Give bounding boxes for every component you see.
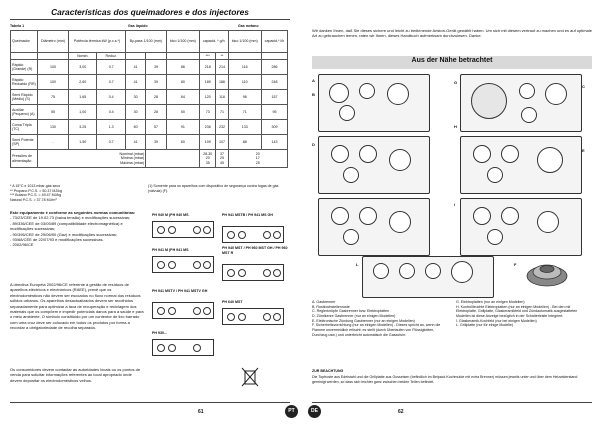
table-cell: 120 bbox=[200, 90, 216, 105]
burner-icon bbox=[331, 145, 349, 163]
table-cell: 41 bbox=[125, 75, 145, 90]
col-header: By-pass 1/100 (mm) bbox=[125, 31, 166, 53]
burner-icon bbox=[545, 83, 567, 105]
burner-icon bbox=[373, 263, 389, 279]
callout-label: H bbox=[454, 124, 457, 129]
country-badge: DE bbox=[308, 405, 321, 418]
model-label: PH 930... bbox=[152, 331, 167, 335]
burner-icon bbox=[521, 107, 537, 123]
col-header: capacid. * g/h bbox=[200, 31, 229, 53]
weee-paragraph-2: Os consumidores devem contactar as autoridades locais ou os pontos de venda para solicitar informações referentes ao local apropriado onde devem depositar os electrodomésticos velhos. bbox=[10, 367, 141, 383]
legend-item: I. Glaskeramik-Kochfeld (nur bei einigen Modellen) bbox=[456, 318, 537, 323]
pressure-value: 37 bbox=[219, 152, 224, 157]
hob-diagram bbox=[318, 74, 430, 132]
hob-diagram bbox=[362, 256, 494, 298]
note-title: ZUR BEACHTUNG bbox=[312, 369, 344, 373]
table-cell: 28 bbox=[146, 90, 166, 105]
compliance-title: Este equipamento é conforme as seguintes normas comunitárias: bbox=[10, 210, 136, 215]
control-panel-diagram bbox=[152, 221, 214, 238]
header-gas-metano: Gas metano bbox=[238, 24, 259, 28]
burner-icon bbox=[425, 263, 441, 279]
burner-icon bbox=[501, 145, 519, 163]
legend-item: C. Reglerknöpfe Gasbrenner bzw. Elektroplatten bbox=[312, 309, 390, 314]
compliance-item: - 93/68/CEE de 22/07/93 e modificações sucessivas. bbox=[10, 236, 104, 242]
model-label: PH 640 MST bbox=[222, 300, 243, 304]
table-cell: Auxiliar (Pequeno) (A) bbox=[11, 105, 38, 120]
knob-icon bbox=[168, 307, 176, 315]
page-number: 62 bbox=[398, 409, 404, 415]
knob-icon bbox=[263, 313, 271, 321]
pressure-value: 35 bbox=[205, 160, 210, 165]
table-cell: 107 bbox=[216, 135, 228, 150]
callout-label: D bbox=[312, 142, 315, 147]
hob-diagram bbox=[318, 136, 430, 194]
table-cell: 73 bbox=[200, 105, 216, 120]
knob-icon bbox=[157, 261, 165, 269]
pressure-value: 25 bbox=[219, 156, 224, 161]
table-cell: 71 bbox=[228, 105, 261, 120]
knob-icon bbox=[157, 344, 165, 352]
col-header: bico 1/100 (mm) bbox=[228, 31, 261, 53]
table-cell: 71 bbox=[216, 105, 228, 120]
knob-icon bbox=[157, 226, 165, 234]
burner-icon bbox=[451, 261, 473, 283]
table-cell: 1,00 bbox=[69, 105, 97, 120]
pressure-label: Pressões de alimentação bbox=[11, 150, 38, 168]
table-cell: 109 bbox=[200, 135, 216, 150]
note-paragraph: Die Topfroste aus Edelstahl und die Grillplatte aus Gusseisen (befindlich im Beipack Kochmulde mit extra Brenner) müssen jeweils unter und über dem Heizwiderstand gereinigt werden, so dass sich leichter ganz zwischen beiden Teilen befindet. bbox=[312, 375, 578, 384]
hob-diagram bbox=[318, 198, 430, 256]
table-cell: Semi Rápido (Médio) (S) bbox=[11, 90, 38, 105]
burner-icon bbox=[329, 83, 349, 103]
burner-icon bbox=[487, 167, 503, 183]
table-cell: 100 bbox=[38, 60, 69, 75]
knob-icon bbox=[203, 261, 211, 269]
knob-icon bbox=[168, 226, 176, 234]
burner-icon bbox=[399, 263, 415, 279]
table-cell: 118 bbox=[216, 90, 228, 105]
legend-item: F. Sicherheitsvorrichtung (nur an einigen Modellen) - Dieses spricht an, wenn die Flamme unvermeidlich erlischt: es stellt (durch Überlaufen von Flüssigkeiten, Durchzug usw.) und unterbricht automatisch die Gaszufuhr. bbox=[312, 323, 441, 337]
table-cell: 3,00 bbox=[69, 60, 97, 75]
table-cell: 218 bbox=[200, 60, 216, 75]
table-cell: 186 bbox=[216, 75, 228, 90]
compliance-item: - 90/396/CEE de 29/06/90 (Gaz) e modificações sucessivas; bbox=[10, 231, 117, 237]
table-cell: 55 bbox=[38, 105, 69, 120]
burner-detail-icon bbox=[522, 252, 572, 292]
table-cell: 30 bbox=[125, 105, 145, 120]
table-cell: 41 bbox=[125, 60, 145, 75]
knob-icon bbox=[203, 226, 211, 234]
burner-icon bbox=[359, 83, 375, 99]
weee-paragraph: A directiva Européia 2002/96/CE referente à gestão de resíduos de aparelhos eléctricos e electrónicos (RAEE), prevê que os electrodomésticos não devem ser escoados no fluxo normal dos resíduos sólidos urbanos. Os aparelhos desactualizados devem ser recolhidos separadamente para optimizar a taxa de recuperação e reciclagem dos materiais que os compõem e impedir potenciais danos para a saúde e para o meio ambiente. O símbolo constituído por um contentor de lixo barrado com uma cruz deve ser colocado em todos os produtos por forma a recordar a obrigatoriedade de recolha separada. bbox=[10, 282, 144, 331]
burner-icon bbox=[331, 207, 349, 225]
knob-icon bbox=[193, 344, 201, 352]
table-cell: 0.7 bbox=[97, 75, 125, 90]
table-cell: 91 bbox=[166, 120, 199, 135]
knob-icon bbox=[273, 231, 281, 239]
knob-icon bbox=[273, 313, 281, 321]
table-cell: 1.65 bbox=[69, 90, 97, 105]
model-label: PH 941 MSTV / PH 941 MSTV GH bbox=[152, 289, 208, 293]
burner-icon bbox=[473, 207, 491, 225]
col-header: bico 1/100 (mm) bbox=[166, 31, 199, 53]
page-number: 61 bbox=[198, 409, 204, 415]
table-cell: 286 bbox=[261, 60, 287, 75]
crossed-bin-icon bbox=[240, 366, 260, 388]
callout-label: B bbox=[312, 92, 315, 97]
subcol: ** bbox=[216, 53, 228, 60]
knob-icon bbox=[157, 307, 165, 315]
note-line: Natural P.C.S. = 37.78 MJ/m³ bbox=[10, 198, 57, 203]
table-cell: 41 bbox=[125, 135, 145, 150]
hob-diagram bbox=[460, 198, 582, 256]
burner-table bbox=[10, 30, 288, 168]
table-cell: 57 bbox=[146, 120, 166, 135]
knob-icon bbox=[263, 231, 271, 239]
burner-icon bbox=[359, 207, 377, 225]
table-cell: 143 bbox=[261, 135, 287, 150]
table-cell: 1.50 bbox=[69, 135, 97, 150]
pressure-value: 20 bbox=[205, 156, 210, 161]
table-cell: 60 bbox=[166, 135, 199, 150]
burner-icon bbox=[487, 229, 503, 245]
burner-icon bbox=[537, 147, 563, 173]
knob-icon bbox=[238, 313, 246, 321]
hob-diagram bbox=[460, 74, 582, 132]
legend-item: A. Gasbrenner bbox=[312, 300, 336, 304]
knob-icon bbox=[203, 307, 211, 315]
legend-item: G. Elektroplatten (nur an einigen Modellen) bbox=[456, 300, 525, 304]
knob-icon bbox=[168, 261, 176, 269]
table-cell: Rápido (Grande) (R) bbox=[11, 60, 38, 75]
table-cell: 30 bbox=[125, 90, 145, 105]
callout-label: A bbox=[312, 78, 315, 83]
legend-item: H. Kontrollleuchte Elektroplatten (nur an einigen Modellen) - Bei den mit Elektroplatte, Grillplatte, Glaskeramikfeld und Zündautomatik ausgestatteten Modellen ist diese Anzeige bezüglich in der Schalterleiste integriert. bbox=[456, 304, 578, 319]
hob-diagram bbox=[460, 136, 582, 194]
table-cell: 100 bbox=[38, 75, 69, 90]
knob-icon bbox=[238, 231, 246, 239]
subcol: Nomin. bbox=[69, 53, 97, 60]
table-cell: 232 bbox=[216, 120, 228, 135]
control-panel-diagram bbox=[222, 226, 284, 243]
safety-note: (1) Somente para os aparelhos com dispositivo de segurança contra fugas de gás (válvula) (F). bbox=[148, 184, 279, 193]
intro-paragraph: Wir danken Ihnen, daß Sie dieses sichere und leicht zu bedienende Ariston-Gerät gewählt haben. Um sich mit diesem vertraut zu machen und es auf optimale Art zu gebrauchen lernen, raten wir Ihnen, dieses Handbuch aufmerksam durchzulesen. Danke. bbox=[312, 28, 592, 39]
pressure-value: 25 bbox=[255, 160, 260, 165]
col-header: capacid.* l/h bbox=[261, 31, 287, 53]
pressure-name: Mínima (mbar) bbox=[120, 156, 145, 161]
table-cell: 248 bbox=[261, 75, 287, 90]
control-panel-diagram bbox=[222, 264, 284, 281]
burner-icon bbox=[359, 145, 377, 163]
table-cell: 3.25 bbox=[69, 120, 97, 135]
control-panel-diagram bbox=[152, 339, 214, 356]
subcol: Reduz. bbox=[97, 53, 125, 60]
pressure-value: 17 bbox=[255, 156, 260, 161]
table-cell: - bbox=[38, 135, 69, 150]
compliance-item: - 89/336/CEE de 03/05/89 (compatibilidade electromagnética) e modificações sucessivas; bbox=[10, 220, 123, 232]
pressure-value: 28-30 bbox=[203, 152, 213, 157]
compliance-item: - 2002/96/CE bbox=[10, 242, 34, 248]
pressure-value: 45 bbox=[219, 160, 224, 165]
knob-icon bbox=[193, 307, 201, 315]
burner-icon bbox=[339, 105, 355, 121]
footer-rule bbox=[10, 402, 290, 403]
knob-icon bbox=[238, 269, 246, 277]
gas-notes bbox=[10, 184, 62, 203]
knob-icon bbox=[168, 344, 176, 352]
note-line: ** Propano P.C.S. = 50.37 MJ/kg bbox=[10, 188, 62, 193]
section-title: Aus der Nähe betrachtet bbox=[411, 57, 493, 64]
compliance-item: - 73/23/CEE de 19.02.73 (baixa tensão) e modificações sucessivas; bbox=[10, 215, 131, 221]
model-label: PH 940 MST / PH 960 MST GH / PH 960 MST R bbox=[222, 246, 288, 255]
table-cell: 110 bbox=[228, 75, 261, 90]
table-cell: 86 bbox=[166, 60, 199, 75]
knob-icon bbox=[263, 269, 271, 277]
burner-icon bbox=[519, 83, 535, 99]
callout-label: L bbox=[356, 262, 359, 267]
table-cell: 39 bbox=[146, 60, 166, 75]
pressure-value: 20 bbox=[255, 152, 260, 157]
burner-icon bbox=[501, 207, 519, 225]
legend-item: E. Elektronische Zündung Gasbrenner (nur an einigen Modellen) bbox=[312, 318, 415, 323]
table-cell: 2,60 bbox=[69, 75, 97, 90]
compliance-block bbox=[10, 210, 144, 248]
table-cell: 80 bbox=[166, 75, 199, 90]
model-label: PH 941 MSTB / PH 941 MS GH bbox=[222, 213, 273, 217]
table-cell: 95 bbox=[261, 105, 287, 120]
table-cell: 0.4 bbox=[97, 90, 125, 105]
table-cell: 39 bbox=[146, 75, 166, 90]
knob-icon bbox=[193, 261, 201, 269]
burner-icon bbox=[343, 229, 359, 245]
table-cell: 50 bbox=[166, 105, 199, 120]
control-panel-diagram bbox=[222, 308, 284, 325]
table-cell: 236 bbox=[200, 120, 216, 135]
table-cell: 133 bbox=[228, 120, 261, 135]
table-cell: 130 bbox=[38, 120, 69, 135]
burner-icon bbox=[389, 149, 411, 171]
page-title: Características dos queimadores e dos injectores bbox=[51, 7, 249, 17]
table-cell: Coroa Tripla (TC) bbox=[11, 120, 38, 135]
model-label: PH 941 M (PH 941 MS bbox=[152, 248, 189, 252]
callout-label: F bbox=[514, 262, 517, 267]
table-cell: 0.4 bbox=[97, 105, 125, 120]
table-cell: 214 bbox=[216, 60, 228, 75]
legend-item: L. Grillplatte (nur für einige Modelle) bbox=[456, 323, 514, 328]
title-rule bbox=[10, 19, 290, 20]
header-gas-liquido: Gas líquido bbox=[128, 24, 148, 28]
table-cell: Rápido Reduzido (RR) bbox=[11, 75, 38, 90]
table-cell: 60 bbox=[125, 120, 145, 135]
hotplate-icon bbox=[471, 83, 507, 119]
callout-label: I bbox=[454, 202, 456, 207]
note-line: * A 15°C e 1013 mbar-gás seco bbox=[10, 184, 61, 188]
table-cell: 189 bbox=[200, 75, 216, 90]
control-panel-diagram bbox=[152, 256, 214, 273]
burner-icon bbox=[343, 167, 359, 183]
legend-left bbox=[312, 300, 450, 337]
table-cell: 39 bbox=[146, 135, 166, 150]
table-cell: 75 bbox=[38, 90, 69, 105]
table-cell: Semi Potente (SP) bbox=[11, 135, 38, 150]
legend-item: D. Zündkerze Gasbrenner (nur an einigen Modellen) bbox=[312, 314, 396, 319]
knob-icon bbox=[193, 226, 201, 234]
table-cell: 0.7 bbox=[97, 60, 125, 75]
table-cell: 88 bbox=[228, 135, 261, 150]
callout-label: G bbox=[454, 80, 458, 85]
table-cell: 96 bbox=[228, 90, 261, 105]
pressure-name: Nominal (mbar) bbox=[119, 152, 145, 157]
table-cell: 157 bbox=[261, 90, 287, 105]
knob-icon bbox=[227, 231, 235, 239]
table-cell: 116 bbox=[228, 60, 261, 75]
col-header: Diâmetro (mm) bbox=[38, 31, 69, 53]
col-header: Queimador bbox=[11, 31, 38, 53]
table-cell: 1.3 bbox=[97, 120, 125, 135]
knob-icon bbox=[227, 313, 235, 321]
burner-icon bbox=[473, 145, 491, 163]
country-badge: PT bbox=[285, 405, 298, 418]
legend-right bbox=[456, 300, 592, 328]
table-cell: 0.7 bbox=[97, 135, 125, 150]
table-cell: 309 bbox=[261, 120, 287, 135]
callout-label: E bbox=[582, 148, 585, 153]
table-cell: 28 bbox=[146, 105, 166, 120]
knob-icon bbox=[273, 269, 281, 277]
col-header: Potência térmica kW (p.c.s.*) bbox=[69, 31, 126, 53]
table-cell: 64 bbox=[166, 90, 199, 105]
control-panel-diagram bbox=[152, 302, 214, 319]
footer-rule bbox=[312, 402, 592, 403]
pressure-name: Máxima (mbar) bbox=[120, 160, 145, 165]
burner-icon bbox=[537, 211, 559, 233]
note-line: *** Butano P.C.S. = 49.47 MJ/kg bbox=[10, 193, 62, 198]
right-page bbox=[300, 0, 600, 424]
callout-label: C bbox=[582, 84, 585, 89]
model-label: PH 940 M (PH 940 MS bbox=[152, 213, 189, 217]
subcol: *** bbox=[200, 53, 216, 60]
knob-icon bbox=[227, 269, 235, 277]
legend-item: B. Rostkochstellenroste bbox=[312, 304, 350, 309]
burner-icon bbox=[387, 83, 409, 105]
burner-icon bbox=[389, 211, 411, 233]
table-label: Tabela 1 bbox=[10, 24, 25, 28]
